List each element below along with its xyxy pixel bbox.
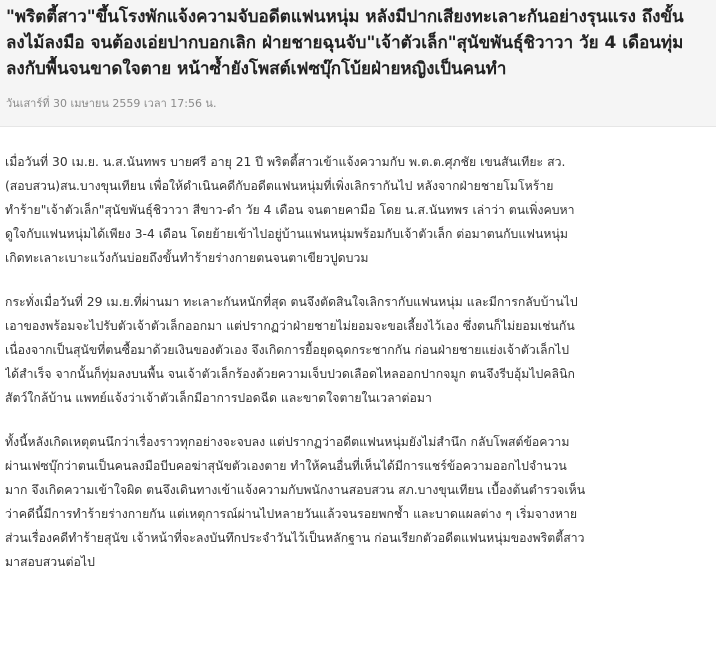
paragraph-line: เอาของพร้อมจะไปรับตัวเจ้าตัวเล็กออกมา แต่ปรากฏว่าฝ่ายชายไม่ยอมจะขอเลี้ยงไว้เอง ซึ่งตนก็ไม่ยอมเช่นกัน (5, 319, 575, 333)
headline-line: ลงไม้ลงมือ จนต้องเอ่ยปากบอกเลิก ฝ่ายชายฉุนจับ"เจ้าตัวเล็ก"สุนัขพันธุ์ชิวาวา วัย 4 เดือนทุ่ม (6, 33, 684, 53)
article-headline (6, 4, 714, 82)
article-paragraph (5, 430, 711, 574)
paragraph-line: ทำร้าย"เจ้าตัวเล็ก"สุนัขพันธุ์ชิวาวา สีขาว-ดำ วัย 4 เดือน จนตายคามือ โดย น.ส.นันทพร เล่าว่า ตนเพิ่งคบหา (5, 203, 575, 217)
article-paragraph (5, 290, 711, 410)
article-header (0, 0, 716, 127)
paragraph-line: มาก จึงเกิดความเข้าใจผิด ตนจึงเดินทางเข้าแจ้งความกับพนักงานสอบสวน สภ.บางขุนเทียน เบื้องต้นตำรวจเห็น (5, 483, 586, 497)
paragraph-line: เกิดทะเลาะเบาะแว้งกันบ่อยถึงขั้นทำร้ายร่างกายตนจนตาเขียวปูดบวม (5, 251, 369, 265)
paragraph-line: เนื่องจากเป็นสุนัขที่ตนซื้อมาด้วยเงินของตัวเอง จึงเกิดการยื้อยุดฉุดกระชากกัน ก่อนฝ่ายชายแย่งเจ้าตัวเล็กไป (5, 343, 569, 357)
paragraph-line: กระทั่งเมื่อวันที่ 29 เม.ย.ที่ผ่านมา ทะเลาะกันหนักที่สุด ตนจึงตัดสินใจเลิกรากับแฟนหนุ่ม และมีการกลับบ้านไป (5, 295, 578, 309)
paragraph-line: ดูใจกับแฟนหนุ่มได้เพียง 3-4 เดือน โดยย้ายเข้าไปอยู่บ้านแฟนหนุ่มพร้อมกับเจ้าตัวเล็ก ต่อมาตนกับแฟนหนุ่ม (5, 227, 568, 241)
paragraph-line: เมื่อวันที่ 30 เม.ย. น.ส.นันทพร บายศรี อายุ 21 ปี พริตตี้สาวเข้าแจ้งความกับ พ.ต.ต.ศุภชัย เขนสันเทียะ สว. (5, 155, 566, 169)
paragraph-line: (สอบสวน)สน.บางขุนเทียน เพื่อให้ดำเนินคดีกับอดีตแฟนหนุ่มที่เพิ่งเลิกรากันไป หลังจากฝ่ายชายโมโหร้าย (5, 179, 554, 193)
paragraph-line: ว่าคดีนี้มีการทำร้ายร่างกายกัน แต่เหตุการณ์ผ่านไปหลายวันแล้วจนรอยพกช้ำ และบาดแผลต่าง ๆ เริ่มจางหาย (5, 507, 578, 521)
paragraph-line: ผ่านเฟซบุ๊กว่าตนเป็นคนลงมือบีบคอฆ่าสุนัขตัวเองตาย ทำให้คนอื่นที่เห็นได้มีการแชร์ข้อความออกไปจำนวน (5, 459, 567, 473)
paragraph-line: ทั้งนี้หลังเกิดเหตุตนนึกว่าเรื่องราวทุกอย่างจะจบลง แต่ปรากฏว่าอดีตแฟนหนุ่มยังไม่สำนึก กลับโพสต์ข้อความ (5, 435, 570, 449)
article-body (5, 150, 711, 594)
article-paragraph (5, 150, 711, 270)
headline-line: "พริตตี้สาว"ขึ้นโรงพักแจ้งความจับอดีตแฟนหนุ่ม หลังมีปากเสียงทะเลาะกันอย่างรุนแรง ถึงขั้น (6, 7, 684, 27)
headline-line: ลงกับพื้นจนขาดใจตาย หน้าซ้ำยังโพสต์เฟซบุ๊กโบ้ยฝ่ายหญิงเป็นคนทำ (6, 59, 507, 79)
paragraph-line: ได้สำเร็จ จากนั้นก็ทุ่มลงบนพื้น จนเจ้าตัวเล็กร้องด้วยความเจ็บปวดเลือดไหลออกปากจมูก ตนจึงรีบอุ้มไปคลินิก (5, 367, 575, 381)
paragraph-line: ส่วนเรื่องคดีทำร้ายสุนัข เจ้าหน้าที่จะลงบันทึกประจำวันไว้เป็นหลักฐาน ก่อนเรียกตัวอดีตแฟนหนุ่มของพริตตี้สาว (5, 531, 585, 545)
paragraph-line: มาสอบสวนต่อไป (5, 555, 95, 569)
article-dateline: วันเสาร์ที่ 30 เมษายน 2559 เวลา 17:56 น. (6, 97, 217, 110)
paragraph-line: สัตว์ใกล้บ้าน แพทย์แจ้งว่าเจ้าตัวเล็กมีอาการปอดฉีด และขาดใจตายในเวลาต่อมา (5, 391, 432, 405)
